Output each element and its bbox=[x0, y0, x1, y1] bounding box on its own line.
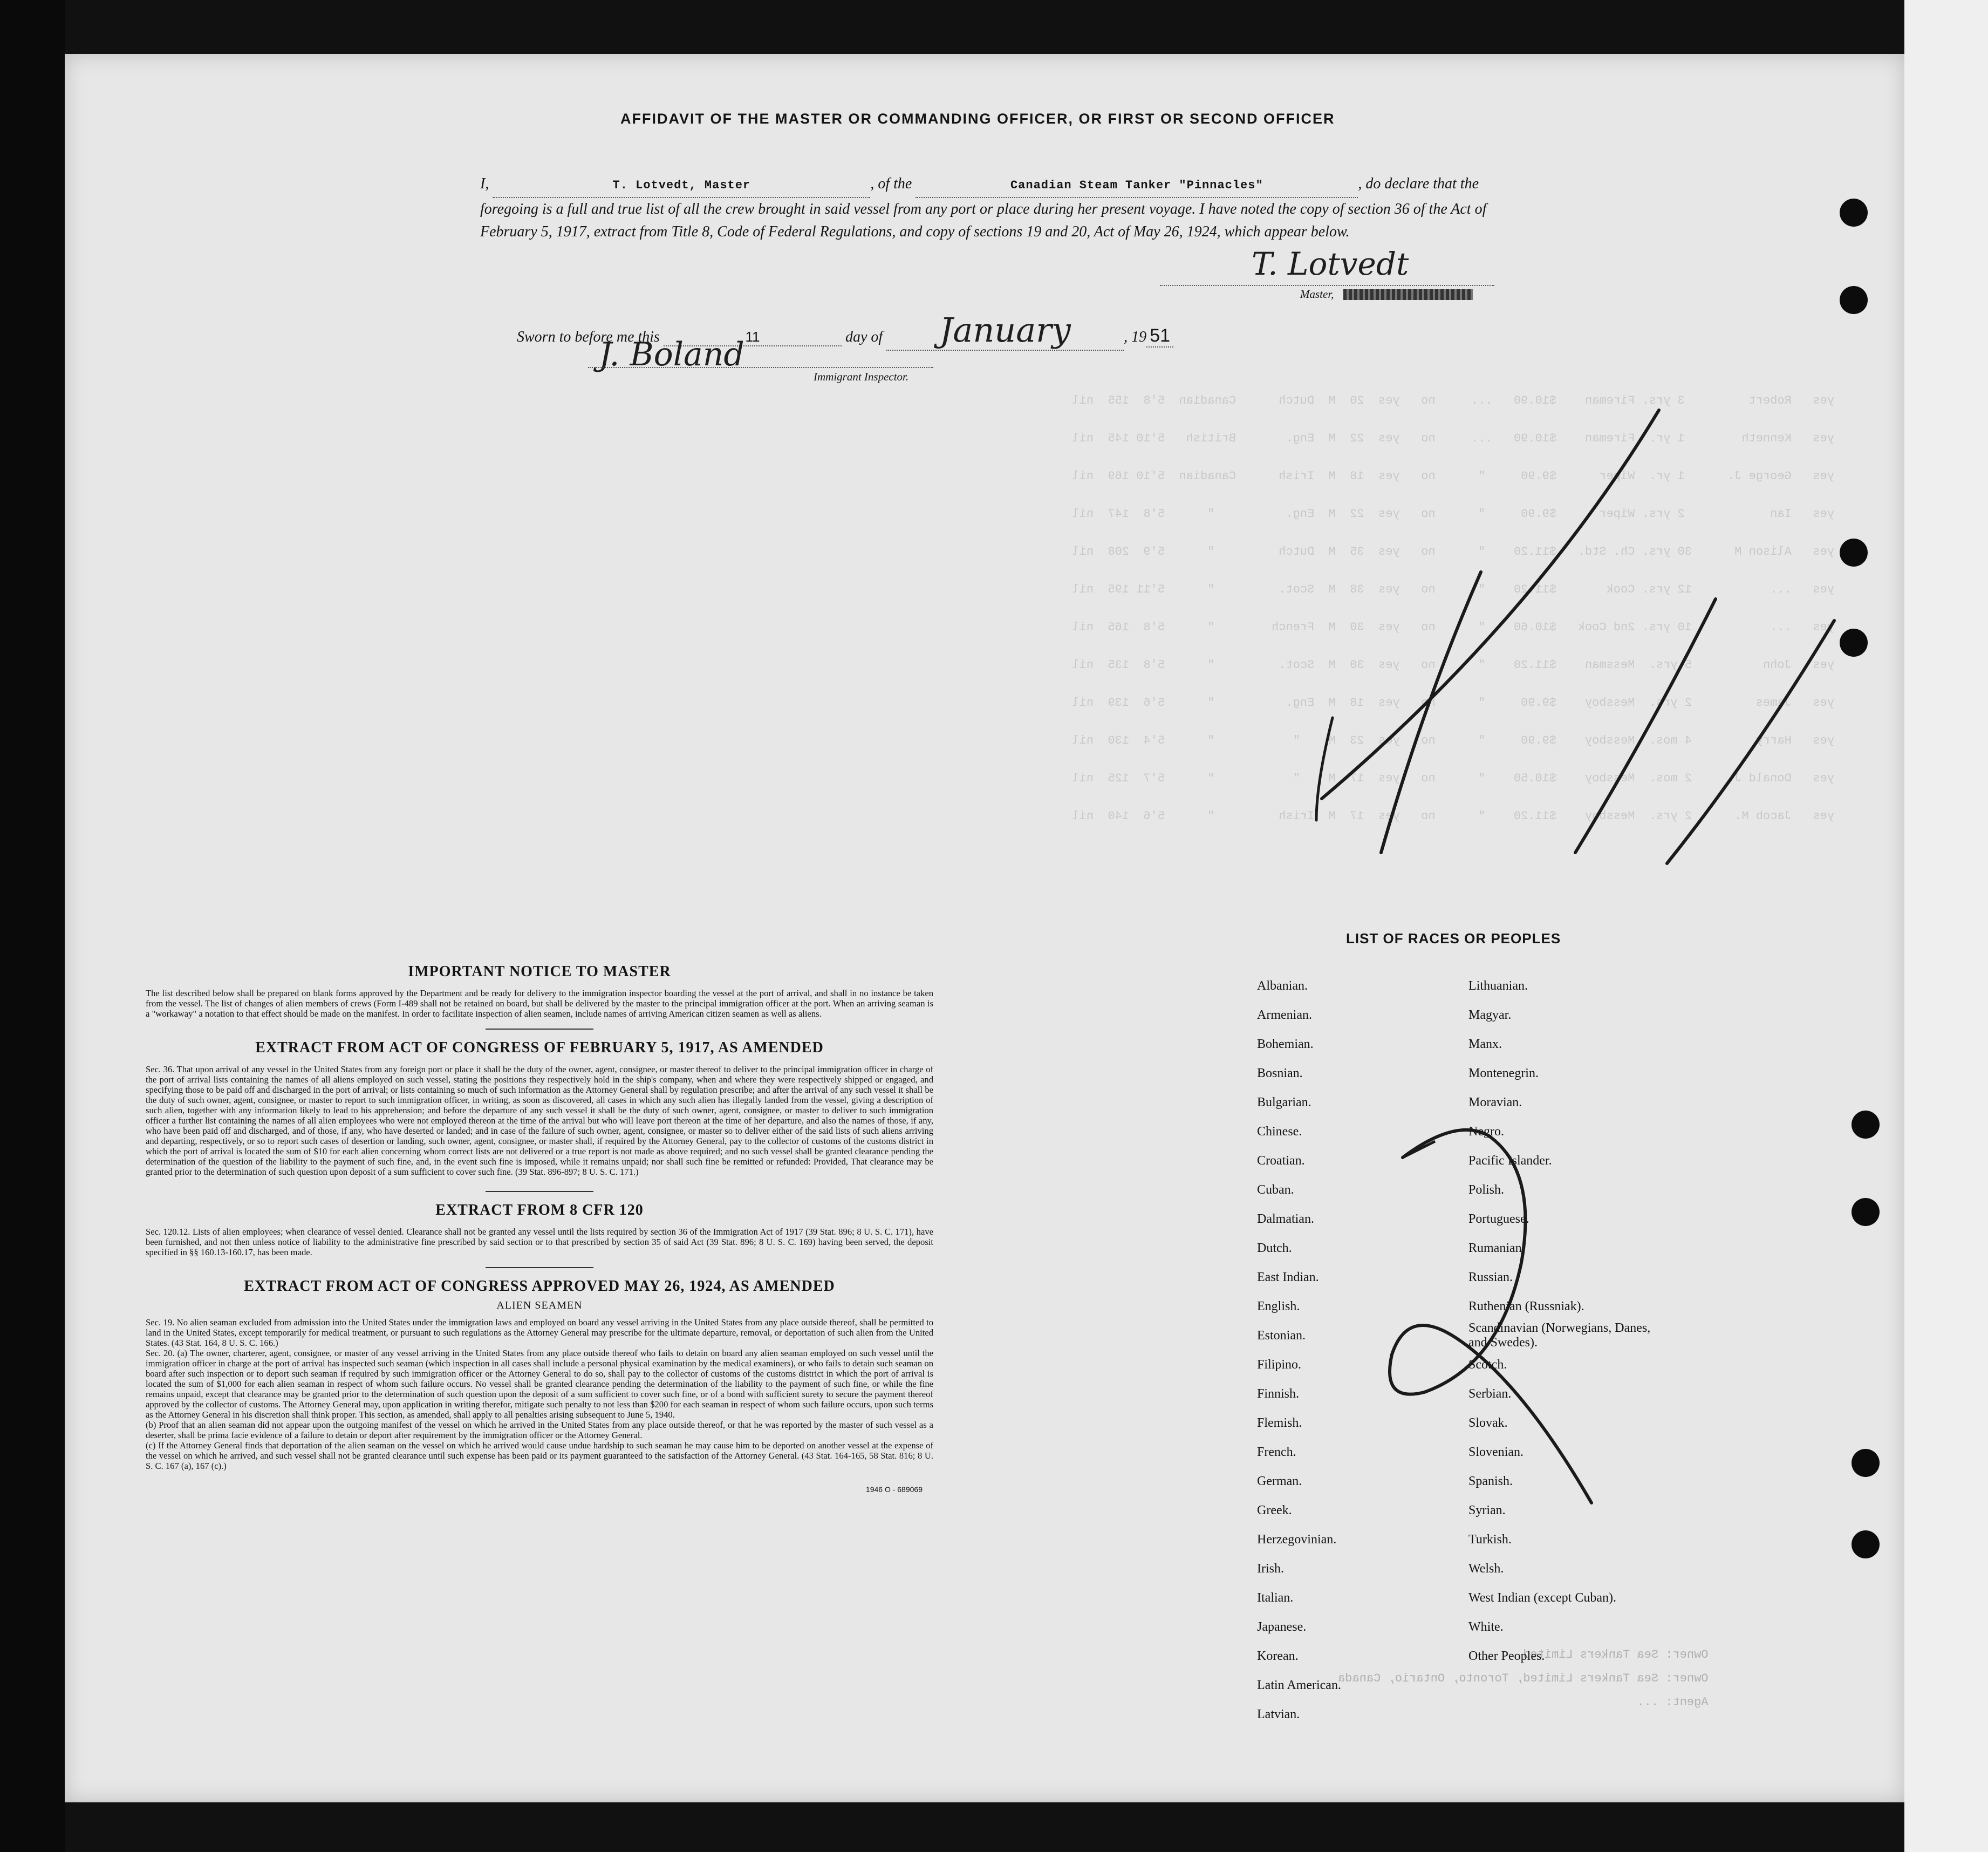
tally-stroke bbox=[1575, 599, 1716, 853]
race-item: Montenegrin. bbox=[1468, 1066, 1539, 1080]
race-item: Cuban. bbox=[1257, 1183, 1294, 1197]
race-item: English. bbox=[1257, 1299, 1300, 1313]
race-item: Armenian. bbox=[1257, 1008, 1312, 1022]
bleedthrough-row: yes Jacob M. 2 yrs. Messboy $11.20 " no yes 17 M Irish " 5'6 140 nil bbox=[1072, 809, 1834, 823]
race-item: Dutch. bbox=[1257, 1241, 1292, 1255]
handwritten-numeral-2 bbox=[1403, 1141, 1435, 1158]
extract-1917-text: Sec. 36. That upon arrival of any vessel in the United States from any foreign port or place it shall be the duty of the owner, agent, consignee, or master thereof to deliver to the principal immigration officer in charge of the port of arrival lists containing the names of all aliens employed on such vessel, stating the positions they respectively hold in the ship's company, when and where they were respectively shipped or engaged, and specifying those to be paid off and discharged in the port of arrival; or lists containing so much of such information as the Attorney General shall by regulation prescribe; and after the arrival of any such vessel it shall be the duty of such owner, agent, consignee, or master to report to such immigration officer, in writing, as soon as discovered, all cases in which any such alien has illegally landed from the vessel, giving a description of such alien, together with any information likely to lead to his apprehension; and before the departure of any such vessel it shall be the duty of such owner, agent, consignee, or master to deliver to such immigration officer a further list containing the names of all alien employees who were not employed thereon at the time of the arrival but who will leave port thereon at the time of her departure, and also the names of those, if any, who have been paid off and discharged, and of those, if any, who have deserted or landed; and in case of the failure of such owner, agent, consignee, or master so to deliver either of the said lists of such aliens arriving and departing, respectively, or so to report such cases of desertion or landing, such owner, agent, consignee, or master shall, if required by the Attorney General, pay to the collector of customs of the customs district in which the port of arrival is located the sum of $10 for each alien concerning whom correct lists are not delivered or a true report is not made as above required; and no such vessel shall be granted clearance pending the determination of the question of the liability to the payment of such fine, and, in the event such fine is imposed, while it remains unpaid; nor shall such fine be remitted or refunded: Provided, That clearance may be granted prior to the determination of such question upon deposit of a sum sufficient to cover such fine. (39 Stat. 896-897; 8 U. S. C. 171.) bbox=[146, 1064, 933, 1177]
race-item: Estonian. bbox=[1257, 1329, 1306, 1343]
notice-text: The list described below shall be prepared on blank forms approved by the Department and be ready for delivery to the immigration inspector boarding the vessel at the port of arrival, and shall in no instance be taken from the vessel. The list of changes of alien members of crews (Form I-489 shall not be retained on board, but shall be delivered by the master to the principal immigration officer at the port. When an arriving seaman is a "workaway" a notation to that effect should be made on the manifest. In order to facilitate inspection of alien seamen, include names of arriving American citizen seamen as well as aliens. bbox=[146, 988, 933, 1019]
bleedthrough-row: yes John 5 yrs. Messman $11.20 " no yes 30 M Scot. " 5'8 135 nil bbox=[1072, 658, 1834, 672]
bleedthrough-row: yes Harry 4 mos. Messboy $9.90 " no yes 23 M " " 5'4 130 nil bbox=[1072, 734, 1834, 747]
bleedthrough-row: yes Robert 3 yrs. Fireman $10.90 ... no yes 20 M Dutch Canadian 5'8 155 nil bbox=[1072, 394, 1834, 407]
race-item: Latin American. bbox=[1257, 1678, 1341, 1692]
race-item: Turkish. bbox=[1468, 1533, 1512, 1547]
race-item: Pacific Islander. bbox=[1468, 1154, 1552, 1168]
race-item: Filipino. bbox=[1257, 1358, 1302, 1372]
bleedthrough-row: yes George J. 1 yr. Wiper $9.90 " no yes 18 M Irish Canadian 5'10 169 nil bbox=[1072, 469, 1834, 483]
race-item: Bulgarian. bbox=[1257, 1095, 1311, 1109]
sec20b-text: (b) Proof that an alien seaman did not appear upon the outgoing manifest of the vessel on which he arrived in the United States from any place outside thereof, or that he was reported by the master of such vessel as a deserter, shall be prima facie evidence of a failure to detain or deport after requirement by the immigration officer or the Attorney General. bbox=[146, 1420, 933, 1440]
sworn-line: Sworn to before me this 11 day of January , 19 51 bbox=[517, 310, 1173, 351]
race-item: Japanese. bbox=[1257, 1620, 1307, 1634]
bleedthrough-row: yes Alison M 30 yrs. Ch. Std. $11.20 " no yes 35 M Dutch " 5'9 208 nil bbox=[1072, 545, 1834, 559]
race-item: Latvian. bbox=[1257, 1707, 1300, 1721]
race-item: Syrian. bbox=[1468, 1503, 1506, 1517]
sec20a-text: Sec. 20. (a) The owner, charterer, agent, consignee, or master of any vessel arriving in the United States from any place outside thereof who fails to detain on board any alien seaman employed on such vessel until the immigration officer in charge at the port of arrival has inspected such seaman (which inspection in all cases shall include a personal physical examination by the medical examiners), or who fails to detain such seaman on board after such inspection or to deport such seaman if required by such immigration officer or the Attorney General to do so, shall pay to the collector of customs of the customs district in which the port of arrival is located the sum of $1,000 for each alien seaman in respect of whom such failure occurs. No vessel shall be granted clearance pending the determination of the liability to the payment of such fine, or while the fine remains unpaid, except that clearance may be granted prior to the determination of such question upon the deposit of a sum sufficient to cover such fine, or of a bond with sufficient surety to secure the payment thereof approved by the collector of customs. The Attorney General may, upon application in writing therefor, mitigate such penalty to not less than $200 for each seaman in respect of whom such failure occurs, upon such terms as the Attorney General in his discretion shall think proper. This section, as amended, shall apply to all penalties arising subsequent to June 5, 1940. bbox=[146, 1348, 933, 1420]
extract-1924-heading: EXTRACT FROM ACT OF CONGRESS APPROVED MAY 26, 1924, AS AMENDED bbox=[244, 1278, 835, 1295]
sworn-month-signature: January bbox=[886, 310, 1124, 351]
race-item: Welsh. bbox=[1468, 1562, 1504, 1576]
inspector-caption: Immigrant Inspector. bbox=[814, 370, 909, 383]
race-item: Scandinavian (Norwegians, Danes, and Swedes). bbox=[1468, 1321, 1651, 1350]
race-item: Slovak. bbox=[1468, 1416, 1508, 1430]
race-item: Rumanian. bbox=[1468, 1241, 1525, 1255]
tally-stroke bbox=[1381, 572, 1481, 853]
race-item: Manx. bbox=[1468, 1037, 1502, 1051]
sec19-text: Sec. 19. No alien seaman excluded from admission into the United States under the immigration laws and employed on board any vessel arriving in the United States from any place outside thereof, shall be permitted to land in the United States, except temporarily for medical treatment, or pursuant to such regulations as the Attorney General may prescribe for the ultimate departure, removal, or deportation of such alien from the United States. (43 Stat. 164, 8 U. S. C. 166.) bbox=[146, 1317, 933, 1348]
extract-cfr-heading: EXTRACT FROM 8 CFR 120 bbox=[435, 1202, 644, 1218]
bleedthrough-row: yes ... 10 yrs. 2nd Cook $10.60 " no yes 30 M French " 5'8 165 nil bbox=[1072, 621, 1834, 634]
race-item: Russian. bbox=[1468, 1270, 1513, 1284]
race-item: Slovenian. bbox=[1468, 1445, 1524, 1459]
handwritten-numeral-2 bbox=[1390, 1130, 1591, 1503]
sworn-day: 11 bbox=[664, 329, 842, 346]
race-item: Portuguese. bbox=[1468, 1212, 1529, 1226]
race-item: Polish. bbox=[1468, 1183, 1505, 1197]
notice-heading: IMPORTANT NOTICE TO MASTER bbox=[408, 963, 671, 980]
race-item: Bosnian. bbox=[1257, 1066, 1303, 1080]
race-item: Bohemian. bbox=[1257, 1037, 1314, 1051]
race-item: Ruthenian (Russniak). bbox=[1468, 1299, 1584, 1313]
races-heading: LIST OF RACES OR PEOPLES bbox=[1346, 930, 1561, 947]
master-signature: T. Lotvedt bbox=[1252, 246, 1409, 282]
race-item: Albanian. bbox=[1257, 979, 1308, 993]
master-caption: Master, bbox=[1300, 288, 1334, 301]
race-item: Finnish. bbox=[1257, 1387, 1300, 1401]
race-item: West Indian (except Cuban). bbox=[1468, 1591, 1616, 1605]
inspector-signature: J. Boland bbox=[599, 336, 744, 373]
tally-stroke bbox=[1316, 718, 1333, 820]
race-item: Negro. bbox=[1468, 1125, 1504, 1139]
race-item: German. bbox=[1257, 1474, 1302, 1488]
race-item: Lithuanian. bbox=[1468, 979, 1528, 993]
race-item: Serbian. bbox=[1468, 1387, 1512, 1401]
race-item: Italian. bbox=[1257, 1591, 1294, 1605]
bleedthrough-row: yes Ian 2 yrs. Wiper $9.90 " no yes 22 M Eng. " 5'8 147 nil bbox=[1072, 507, 1834, 521]
race-item: Croatian. bbox=[1257, 1154, 1305, 1168]
bleedthrough-row: yes James 2 yrs. Messboy $9.90 " no yes 18 M Eng. " 5'6 139 nil bbox=[1072, 696, 1834, 710]
race-item: Moravian. bbox=[1468, 1095, 1522, 1109]
master-name-field: T. Lotvedt, Master bbox=[612, 179, 751, 192]
alien-seamen-subheading: ALIEN SEAMEN bbox=[496, 1299, 583, 1311]
race-item: Scotch. bbox=[1468, 1358, 1507, 1372]
race-item: Irish. bbox=[1257, 1562, 1284, 1576]
race-item: Flemish. bbox=[1257, 1416, 1302, 1430]
race-item: Other Peoples. bbox=[1468, 1649, 1545, 1663]
declaration-body: that the foregoing is a full and true list of all the crew brought in said vessel from any port or place during her present voyage. I have noted the copy of section 36 of the Act of February 5, 1917, extract from Title 8, Code of Federal Regulations, and copy of sections 19 and 20, Act of May 26, 1924, which appear below. bbox=[480, 175, 1487, 240]
race-item: Magyar. bbox=[1468, 1008, 1512, 1022]
bleedthrough-row: yes Donald J. 2 mos. Messboy $10.50 " no yes 17 M " " 5'7 125 nil bbox=[1072, 772, 1834, 785]
race-item: White. bbox=[1468, 1620, 1504, 1634]
declaration-paragraph: I, T. Lotvedt, Master , of the Canadian Steam Tanker "Pinnacles" , do declare that the foregoing is a full and true list of all the crew brought in said vessel from any port or place during her present voyage. I have noted the copy of section 36 of the Act of February 5, 1917, extract from Title 8, Code of Federal Regulations, and copy of sections 19 and 20, Act of May 26, 1924, which appear below. bbox=[480, 173, 1500, 243]
sec20c-text: (c) If the Attorney General finds that deportation of the alien seaman on the vessel on which he arrived would cause undue hardship to such seaman he may cause him to be deported on another vessel at the expense of the vessel on which he arrived, and such vessel shall not be granted clearance until such expense has been paid or its payment guaranteed to the satisfaction of the Attorney General. (43 Stat. 164-165, 58 Stat. 816; 8 U. S. C. 167 (a), 167 (c).) bbox=[146, 1440, 933, 1471]
race-item: Herzegovinian. bbox=[1257, 1533, 1337, 1547]
bleedthrough-stamp: Owner: Sea Tankers Limited Owner: Sea Tankers Limited, Toronto, Ontario, Canada Agent: ... bbox=[1338, 1648, 1709, 1709]
tally-stroke bbox=[1322, 410, 1659, 799]
bleedthrough-row: yes ... 12 yrs. Cook $11.20 " no yes 38 M Scot. " 5'11 195 nil bbox=[1072, 583, 1834, 596]
extract-cfr-text: Sec. 120.12. Lists of alien employees; when clearance of vessel denied. Clearance shall not be granted any vessel until the lists required by section 36 of the Immigration Act of 1917 (39 Stat. 896; 8 U. S. C. 171), have been furnished, and not then unless notice of liability to the administrative fine prescribed by said section or to that prescribed by section 35 of said Act (39 Stat. 896; 8 U. S. C. 169) having been served, the deposit specified in §§ 160.13-160.17, has been made. bbox=[146, 1227, 933, 1257]
bleedthrough-row: yes Kenneth 1 yr. Fireman $10.90 ... no yes 22 M Eng. British 5'10 145 nil bbox=[1072, 432, 1834, 445]
print-code: 1946 O - 689069 bbox=[865, 1485, 923, 1494]
race-item: Chinese. bbox=[1257, 1125, 1302, 1139]
vessel-name-field: Canadian Steam Tanker "Pinnacles" bbox=[1010, 179, 1263, 192]
tally-stroke bbox=[1667, 621, 1834, 863]
race-item: French. bbox=[1257, 1445, 1296, 1459]
race-item: Spanish. bbox=[1468, 1474, 1513, 1488]
race-item: Dalmatian. bbox=[1257, 1212, 1314, 1226]
race-item: Greek. bbox=[1257, 1503, 1292, 1517]
affidavit-title: AFFIDAVIT OF THE MASTER OR COMMANDING OFFICER, OR FIRST OR SECOND OFFICER bbox=[620, 111, 1335, 127]
race-item: Korean. bbox=[1257, 1649, 1299, 1663]
race-item: East Indian. bbox=[1257, 1270, 1319, 1284]
sworn-year: 51 bbox=[1146, 325, 1173, 348]
extract-1917-heading: EXTRACT FROM ACT OF CONGRESS OF FEBRUARY 5, 1917, AS AMENDED bbox=[255, 1039, 824, 1056]
